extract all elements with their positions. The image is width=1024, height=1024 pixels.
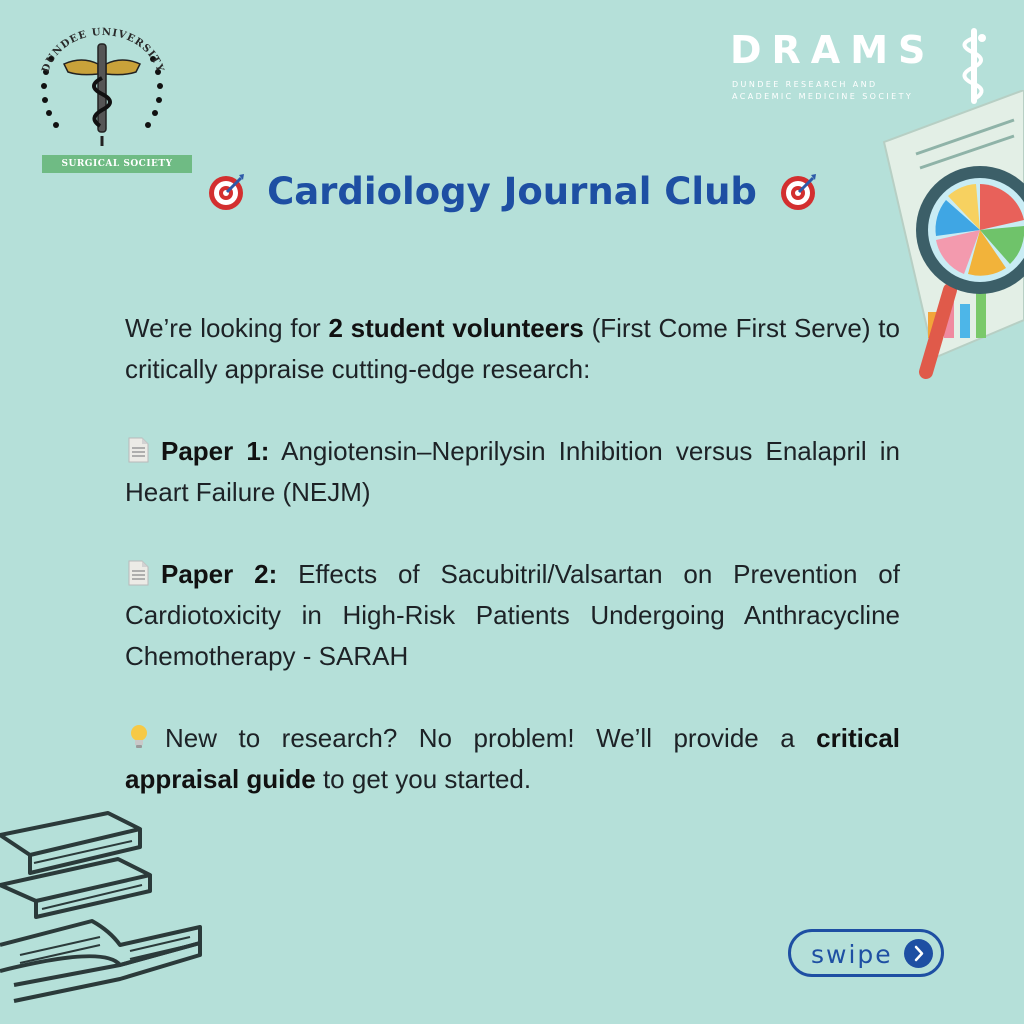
paper-1-label: Paper 1: [161,436,270,466]
paper-1-title: Angiotensin–Neprilysin Inhibition versus Enalapril in Heart Failure (NEJM) [125,436,900,507]
paper-2-paragraph [125,554,900,677]
document-icon [125,560,151,586]
svg-text:DUNDEE UNIVERSITY: DUNDEE UNIVERSITY [40,26,166,75]
target-icon [778,172,818,212]
drams-wordmark: DRAMS [730,28,936,72]
lightbulb-icon [125,722,153,750]
dundee-surgical-society-logo [34,26,173,169]
dus-arc-text [34,26,170,86]
page-title [0,168,1024,213]
books-illustration [0,795,210,1024]
chevron-right-icon [904,939,933,968]
appraisal-guide: critical appraisal guide [125,723,900,794]
title-text: Cardiology Journal Club [267,170,757,213]
swipe-button[interactable] [788,929,944,977]
paper-2-title: Effects of Sacubitril/Valsartan on Prevention of Cardiotoxicity in High-Risk Patients Undergoing Anthracycline Chemotherapy - SARAH [125,559,900,671]
volunteer-count: 2 student volunteers [328,313,584,343]
document-icon [125,437,151,463]
intro-paragraph: We’re looking for 2 student volunteers (First Come First Serve) to critically appraise cutting-edge research: [125,313,900,384]
drams-subtitle-line2: ACADEMIC MEDICINE SOCIETY [732,92,914,101]
target-icon [206,172,246,212]
drams-subtitle-line1: DUNDEE RESEARCH AND [732,80,878,89]
dus-banner: SURGICAL SOCIETY [42,155,192,173]
paper-2-label: Paper 2: [161,559,278,589]
paper-1-paragraph [125,431,900,513]
swipe-label: swipe [811,940,893,969]
tip-paragraph: New to research? No problem! We’ll provide a critical appraisal guide to get you started. [125,723,900,794]
post-body [125,308,900,841]
